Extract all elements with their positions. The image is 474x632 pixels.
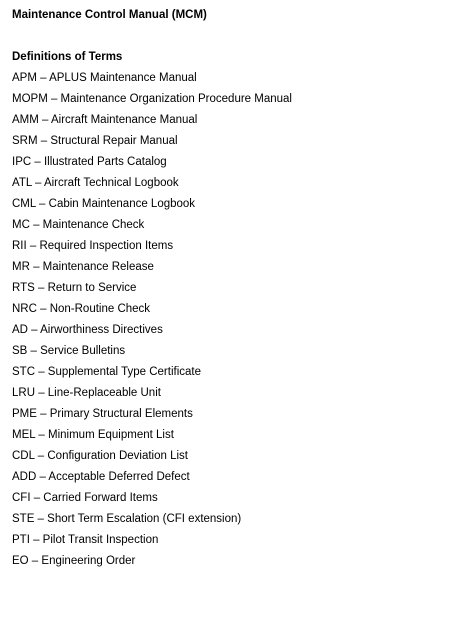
term-item: CML – Cabin Maintenance Logbook xyxy=(12,198,196,210)
term-item: APM – APLUS Maintenance Manual xyxy=(12,72,197,84)
term-item: ATL – Aircraft Technical Logbook xyxy=(12,177,179,189)
term-item: STC – Supplemental Type Certificate xyxy=(12,366,201,378)
term-item: SB – Service Bulletins xyxy=(12,345,126,357)
term-item: RII – Required Inspection Items xyxy=(12,240,174,252)
term-item: EO – Engineering Order xyxy=(12,555,136,567)
term-item: AMM – Aircraft Maintenance Manual xyxy=(12,114,198,126)
term-item: SRM – Structural Repair Manual xyxy=(12,135,178,147)
section-heading: Definitions of Terms xyxy=(12,51,123,63)
term-item: LRU – Line-Replaceable Unit xyxy=(12,387,161,399)
term-item: PME – Primary Structural Elements xyxy=(12,408,193,420)
term-item: IPC – Illustrated Parts Catalog xyxy=(12,156,167,168)
term-item: RTS – Return to Service xyxy=(12,282,137,294)
term-item: STE – Short Term Escalation (CFI extension) xyxy=(12,513,242,525)
document-title: Maintenance Control Manual (MCM) xyxy=(12,9,207,21)
term-item: MC – Maintenance Check xyxy=(12,219,145,231)
terms-list xyxy=(12,71,292,575)
term-item: MR – Maintenance Release xyxy=(12,261,154,273)
term-item: PTI – Pilot Transit Inspection xyxy=(12,534,159,546)
term-item: CDL – Configuration Deviation List xyxy=(12,450,188,462)
term-item: ADD – Acceptable Deferred Defect xyxy=(12,471,190,483)
term-item: AD – Airworthiness Directives xyxy=(12,324,163,336)
term-item: NRC – Non-Routine Check xyxy=(12,303,151,315)
term-item: MOPM – Maintenance Organization Procedure Manual xyxy=(12,93,292,105)
term-item: MEL – Minimum Equipment List xyxy=(12,429,174,441)
term-item: CFI – Carried Forward Items xyxy=(12,492,158,504)
